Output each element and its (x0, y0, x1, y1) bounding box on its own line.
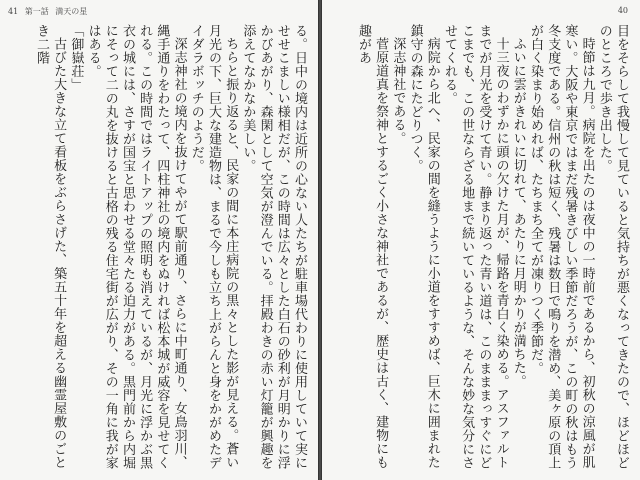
paragraph: 十三夜のわずかに頭の欠けた月が、帰路を青白く染める。アスファルトまでが月光を受けて青い。静まり返った青い道は、このまままっすぐにどこまでも、この世ならざる地まで続いているような、そんな妙な気分にさせてくれる。 (441, 24, 509, 470)
right-page[interactable] (322, 0, 640, 480)
page-number: 41 (8, 7, 19, 16)
page-text (332, 24, 630, 472)
paragraph: 病院から北へ、民家の間を縫うように小道をすすめば、巨木に囲まれた鎮守の森にたどりつく。 (407, 24, 440, 469)
page-header (618, 6, 632, 15)
paragraph: 深志神社の境内を抜けてやがて駅前通り、さらに中町通り、女鳥羽川、縄手通りをわたって、四柱神社の境内をぬければ松本城が威容を見せてくれる。この時間ではライトアップの照明も消えているが、月光に浮かぶ黒衣の城には、さすが国宝と思わせる堂々たる迫力がある。黒門前から内堀にそって二の丸を抜けると古格の残る住宅街が広がり、その一角に我が家はある。 (85, 24, 187, 470)
chapter-label: 第一話 (24, 7, 49, 16)
page-text (10, 24, 308, 472)
paragraph: 時節は九月。病院を出たのは夜中の一時前であるから、初秋の涼風が肌寒い。大阪や東京ではまだ残暑きびしい季節だろうが、この町の秋はもう冬支度である。信州の秋は短く、残暑は数日で鳴りを潜め、美ヶ原の頂上が白く染まり始めれば、たちまち全てが凍りつく季節だ。 (527, 24, 595, 470)
paragraph: 「御嶽荘」 (68, 24, 84, 92)
paragraph: 古びた大きな立て看板をぶらさげた、築五十年を超える幽霊屋敷のごとき二階 (33, 24, 67, 469)
paragraph: 目をそらして我慢して見ていると気持ちが悪くなってきたので、ほどほどのところで歩き出した。 (596, 24, 629, 470)
paragraph: 菅原道真を祭神とするごく小さな神社であるが、歴史は古く、建物にも趣があ (355, 24, 389, 469)
chapter-title: 満天の星 (55, 7, 88, 16)
paragraph: 深志神社である。 (390, 37, 406, 145)
paragraph: ふいに雲がきれいに切れて、あたりに月明かりが満ちた。 (510, 37, 526, 388)
page-header (8, 6, 91, 17)
paragraph: る。日中の境内は近所の心ない人たちが駐車場代わりに使用していて実にせせこましい様相だが、この時間は広々とした白石の砂利が月明かりに浮かびあがり、森閑として空気が澄んでいる。拝殿わきの赤い灯籠が興趣を添えてなかなか美しい。 (240, 24, 307, 470)
page-number: 40 (617, 6, 628, 15)
left-page[interactable] (0, 0, 318, 480)
paragraph: ちらと振り返ると、民家の間に本庄病院の黒々とした影が見える。蒼い月光の下、巨大な建造物は、まるで今しも立ち上がらんと身をかがめたデイダラボッチのようだ。 (188, 24, 239, 470)
